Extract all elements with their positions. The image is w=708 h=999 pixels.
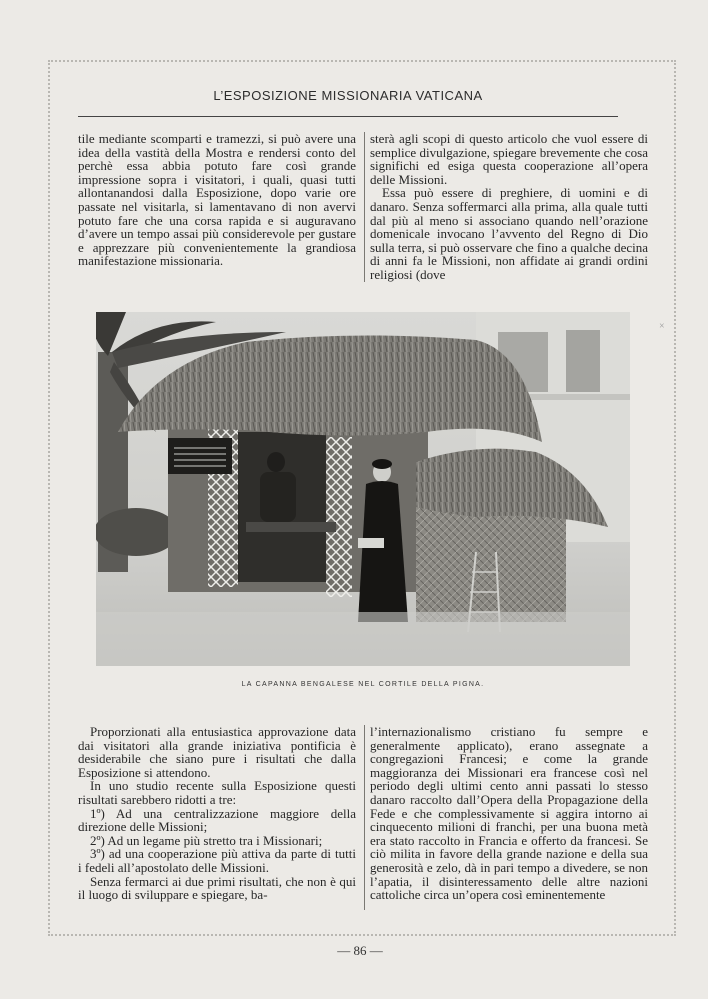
paragraph: tile mediante scomparti e tramezzi, si può avere una idea della vastità della Mostra e rendersi conto del perchè essa abbia potuto fare così grande impressione sopra i visitatori, i quali, quasi tutti allontanandosi dalla Esposizione, dopo varie ore passate nel visitarla, si lamentavano di non avervi potuto fare che una corsa rapida e si auguravano d’avere un tempo assai più considerevole per gustare e apprezzare più convenientemente la grandiosa manifestazione missionaria. (78, 131, 356, 269)
paragraph: Senza fermarci ai due primi risultati, che non è qui il luogo di sviluppare e spiegare, ba- (78, 873, 356, 903)
paragraph: 2º) Ad un legame più stretto tra i Missionari; (90, 832, 323, 848)
paragraph: sterà agli scopi di questo articolo che vuol essere di semplice divulgazione, spiegare brevemente che cosa significhi ed esiga questa cooperazione all’opera delle Missioni. (370, 131, 648, 187)
paragraph: In uno studio recente sulla Esposizione questi risultati sarebbero ridotti a tre: (78, 778, 356, 807)
bengalee-hut-photograph (96, 312, 630, 666)
column-divider-top (364, 132, 365, 282)
running-header: L’ESPOSIZIONE MISSIONARIA VATICANA (213, 88, 483, 103)
paragraph: l’internazionalismo cristiano fu sempre e generalmente applicato), erano assegnate a congregazioni Francesi; e come la grande maggioranza dei Missionari era francese così nel periodo degli ultimi cento anni passati lo stesso danaro raccolto dall’Opera della Propagazione della Fede e che complessivamente si aggira intorno ai cinquecento milioni di franchi, per una buona metà era stato raccolto in Francia e offerto da francesi. Se ciò milita in favore della grande nazione e della sua generosità e zelo, dà in pari tempo a divedere, se non l’apatia, il disinteressamento delle altre nazioni cattoliche circa un’opera così eminentemente (370, 724, 648, 903)
column-divider-bottom (364, 725, 365, 910)
paragraph: Essa può essere di preghiere, di uomini e di danaro. Senza soffermarci alla prima, alla quale tutti dal più al meno si associano quando nell’orazione domenicale invocano l’avvento del Regno di Dio sulla terra, si può osservare che fino a qualche decina di anni fa le Missioni, non affidate ai grandi ordini religiosi (dove (370, 185, 648, 282)
margin-mark: × (659, 321, 665, 332)
figure-caption: LA CAPANNA BENGALESE NEL CORTILE DELLA PIGNA. (241, 681, 485, 688)
top-left-column (78, 132, 356, 268)
hut-sign (168, 438, 232, 474)
paragraph: 3º) ad una cooperazione più attiva da parte di tutti i fedeli all’apostolato delle Missioni. (78, 846, 356, 875)
bottom-right-column (370, 725, 648, 902)
top-right-column (370, 132, 648, 282)
paragraph: 1º) Ad una centralizzazione maggiore della direzione delle Missioni; (78, 805, 356, 835)
page-number: — 86 — (337, 943, 383, 958)
header-rule (78, 116, 618, 117)
paragraph: Proporzionati alla entusiastica approvazione data dai visitatori alla grande iniziativa pontificia è desiderabile che siano pure i risultati che dalla Esposizione si attendono. (78, 724, 356, 780)
bottom-left-column (78, 725, 356, 902)
